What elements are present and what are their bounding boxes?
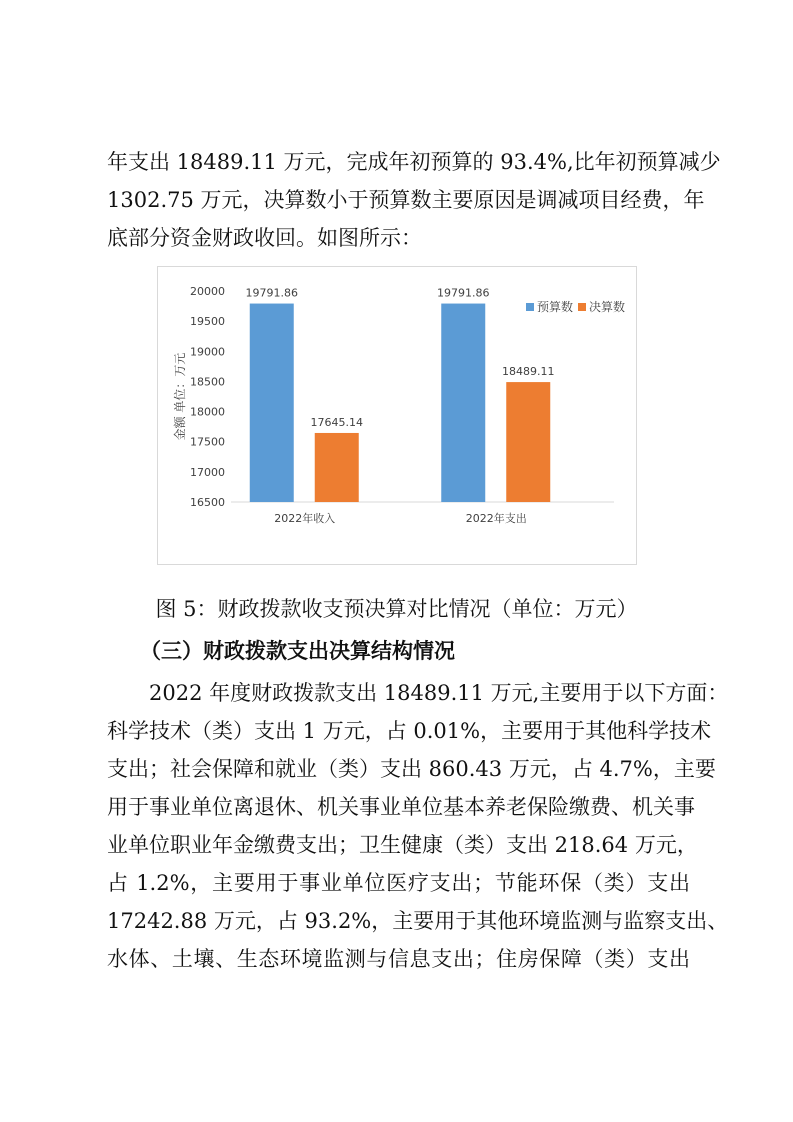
data-label: 19791.86: [245, 286, 298, 300]
text-line: 占 1.2%，主要用于事业单位医疗支出；节能环保（类）支出: [107, 871, 690, 895]
y-tick-label: 18500: [190, 375, 225, 389]
text-line: 17242.88 万元，占 93.2%，主要用于其他环境监测与监察支出、: [107, 909, 729, 933]
x-tick-label: 2022年收入: [274, 512, 336, 525]
bar-budget: [250, 304, 294, 502]
text-line: 底部分资金财政收回。如图所示：: [107, 226, 422, 250]
text-line: 年支出 18489.11 万元，完成年初预算的 93.4%,比年初预算减少: [107, 150, 721, 174]
data-label: 18489.11: [502, 365, 555, 379]
data-label: 19791.86: [437, 286, 490, 300]
y-tick-label: 17000: [190, 465, 225, 479]
legend-label: 决算数: [589, 300, 626, 314]
x-tick-label: 2022年支出: [465, 512, 527, 525]
y-tick-label: 20000: [190, 285, 225, 298]
budget-comparison-chart: [157, 266, 637, 565]
text-line: 科学技术（类）支出 1 万元，占 0.01%，主要用于其他科学技术: [107, 719, 712, 743]
bar-budget: [441, 304, 485, 502]
text-line: 2022 年度财政拨款支出 18489.11 万元,主要用于以下方面：: [149, 681, 729, 705]
legend-swatch: [526, 303, 534, 311]
body-paragraph: [107, 674, 729, 978]
data-label: 17645.14: [310, 415, 363, 429]
text-line: 支出；社会保障和就业（类）支出 860.43 万元，占 4.7%，主要: [107, 757, 716, 781]
text-line: 1302.75 万元，决算数小于预算数主要原因是调减项目经费，年: [107, 188, 705, 212]
intro-paragraph: [107, 143, 721, 257]
y-tick-label: 18000: [190, 405, 225, 419]
legend-swatch: [578, 303, 586, 311]
y-axis-title: 金额 单位：万元: [173, 352, 187, 441]
y-tick-label: 16500: [190, 496, 225, 509]
chart-svg: [158, 267, 636, 564]
y-tick-label: 19000: [190, 345, 225, 359]
bar-actual: [315, 433, 359, 502]
y-tick-label: 17500: [190, 435, 225, 449]
text-line: 水体、土壤、生态环境监测与信息支出；住房保障（类）支出: [107, 947, 690, 971]
figure-caption: 图 5：财政拨款收支预决算对比情况（单位：万元）: [155, 597, 638, 621]
text-line: 业单位职业年金缴费支出；卫生健康（类）支出 218.64 万元，: [107, 833, 698, 857]
bar-actual: [506, 382, 550, 502]
legend-label: 预算数: [537, 300, 574, 314]
text-line: 用于事业单位离退休、机关事业单位基本养老保险缴费、机关事: [107, 795, 695, 819]
section-heading: （三）财政拨款支出决算结构情况: [140, 639, 455, 663]
y-tick-label: 19500: [190, 315, 225, 329]
